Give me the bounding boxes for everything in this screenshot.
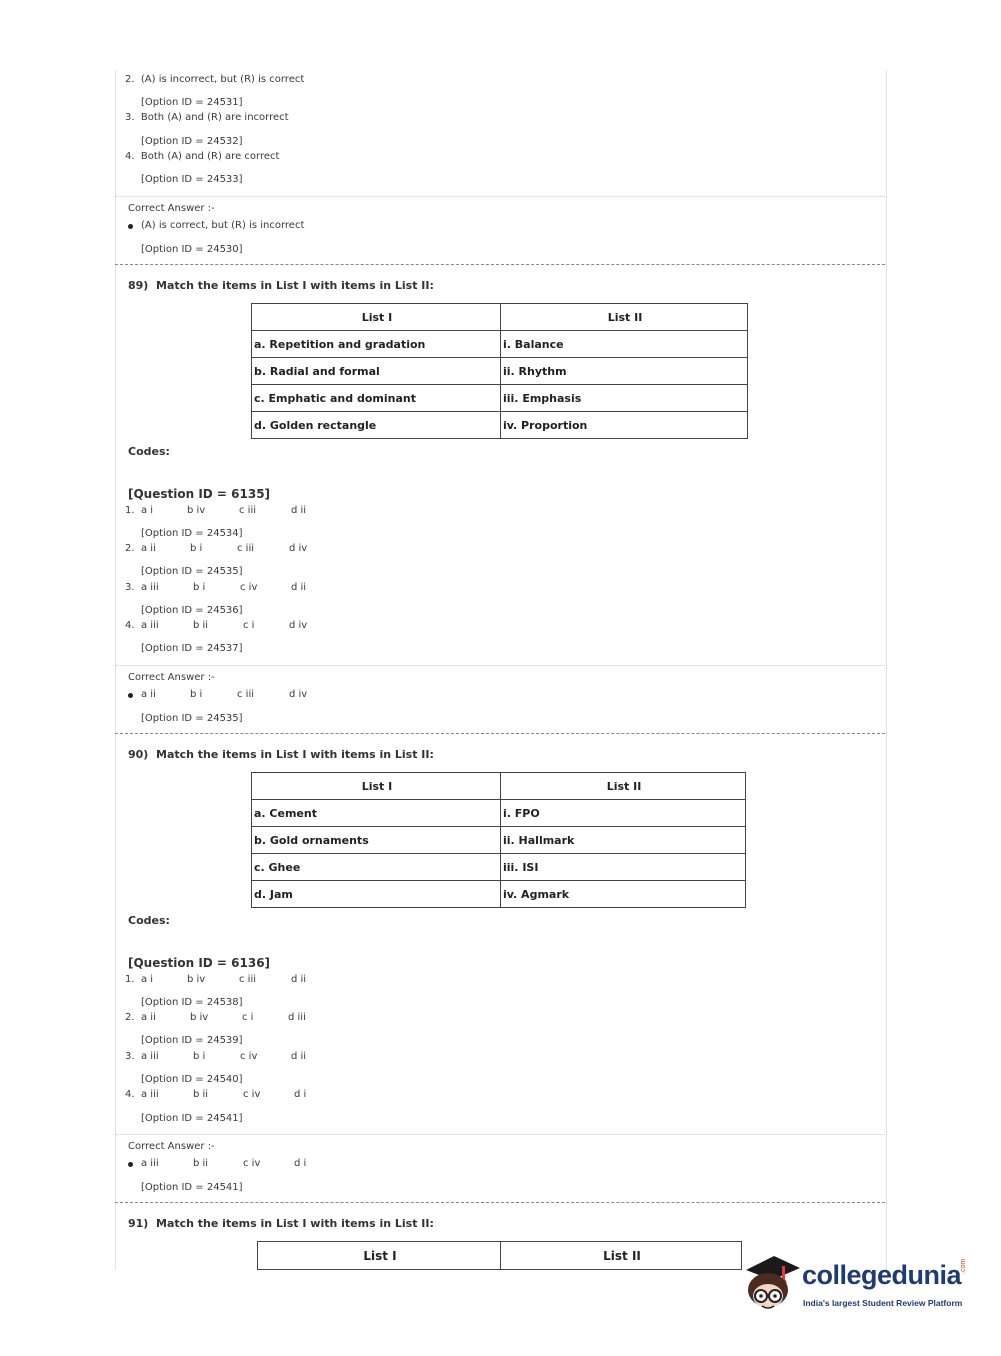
q91-match-table [257,1241,742,1270]
q89-opt3-b: b i [193,582,206,593]
q89-opt1-d: d ii [291,505,307,516]
q90-opt4-id: [Option ID = 24541] [141,1113,243,1124]
question-divider [115,1202,885,1203]
q90-opt3-id: [Option ID = 24540] [141,1074,243,1085]
q90-opt2-a: a ii [141,1012,156,1023]
q89-correct-id: [Option ID = 24535] [141,713,243,724]
list2-item: i. FPO [501,800,746,827]
q90-opt1-d: d ii [291,974,307,985]
q89-question-id: [Question ID = 6135] [128,487,271,501]
q90-opt3-b: b i [193,1051,206,1062]
list1-header: List I [258,1242,501,1270]
q89-opt1-a: a i [141,505,154,516]
q89-opt2-id: [Option ID = 24535] [141,566,243,577]
list2-item: iii. ISI [501,854,746,881]
brand-name: collegedunia [802,1260,962,1290]
q90-opt3-d: d ii [291,1051,307,1062]
q89-opt2-b: b i [190,543,203,554]
mascot-icon [742,1248,802,1318]
q90-opt2-d: d iii [288,1012,306,1023]
list2-item: ii. Rhythm [501,358,748,385]
q90-opt1-id: [Option ID = 24538] [141,997,243,1008]
list2-item: ii. Hallmark [501,827,746,854]
q90-correct-id: [Option ID = 24541] [141,1182,243,1193]
q88-option-3: 3. Both (A) and (R) are incorrect [125,112,289,123]
q89-opt4-a: a iii [141,620,159,631]
q88-option-4-id: [Option ID = 24533] [141,174,243,185]
list1-item: b. Gold ornaments [252,827,501,854]
q90-opt2-id: [Option ID = 24539] [141,1035,243,1046]
question-divider [115,264,885,265]
list1-item: d. Golden rectangle [252,412,501,439]
q90-opt3-c: c iv [240,1051,258,1062]
q90-correct-a: a iii [141,1158,159,1169]
q89-correct-c: c iii [237,689,255,700]
list1-item: a. Cement [252,800,501,827]
list1-item: a. Repetition and gradation [252,331,501,358]
q89-opt4-d: d iv [289,620,308,631]
q89-codes-label: Codes: [128,445,170,458]
q89-match-table [251,303,748,439]
q88-option-2: 2. (A) is incorrect, but (R) is correct [125,74,305,85]
q89-opt2-a: a ii [141,543,156,554]
q89-opt4-id: [Option ID = 24537] [141,643,243,654]
q90-opt2-b: b iv [190,1012,209,1023]
q88-correct-label: Correct Answer :- [128,203,215,214]
q89-opt2-d: d iv [289,543,308,554]
question-divider [115,733,885,734]
q89-correct-d: d iv [289,689,308,700]
q90-correct-c: c iv [243,1158,261,1169]
q89-correct-a: a ii [141,689,156,700]
list1-item: b. Radial and formal [252,358,501,385]
divider [115,196,885,197]
list1-item: c. Emphatic and dominant [252,385,501,412]
list2-header: List II [501,304,748,331]
q89-opt3-id: [Option ID = 24536] [141,605,243,616]
q89-opt2-num: 2. [125,543,135,554]
q90-title: 90) Match the items in List I with items in List II: [128,748,434,761]
q88-option-2-id: [Option ID = 24531] [141,97,243,108]
list2-item: i. Balance [501,331,748,358]
q90-correct-b: b ii [193,1158,209,1169]
q89-opt4-b: b ii [193,620,209,631]
q89-opt2-c: c iii [237,543,255,554]
q89-opt3-a: a iii [141,582,159,593]
q89-opt3-d: d ii [291,582,307,593]
divider [115,665,885,666]
collegedunia-logo [742,1248,992,1318]
list1-item: c. Ghee [252,854,501,881]
q90-opt3-a: a iii [141,1051,159,1062]
q89-opt4-c: c i [243,620,255,631]
q90-opt1-a: a i [141,974,154,985]
q90-opt1-c: c iii [239,974,257,985]
brand-tagline: India's largest Student Review Platform [803,1298,963,1308]
q89-correct-label: Correct Answer :- [128,672,215,683]
list2-item: iv. Proportion [501,412,748,439]
list2-header: List II [501,773,746,800]
list2-item: iv. Agmark [501,881,746,908]
list1-header: List I [252,773,501,800]
q90-opt4-b: b ii [193,1089,209,1100]
bullet-icon [128,224,133,229]
q89-opt1-c: c iii [239,505,257,516]
q90-codes-label: Codes: [128,914,170,927]
brand-suffix: .com [960,1258,967,1274]
q90-opt1-num: 1. [125,974,135,985]
q90-question-id: [Question ID = 6136] [128,956,271,970]
q88-option-4: 4. Both (A) and (R) are correct [125,151,280,162]
q89-opt1-id: [Option ID = 24534] [141,528,243,539]
q89-opt1-num: 1. [125,505,135,516]
q90-opt1-b: b iv [187,974,206,985]
q90-opt3-num: 3. [125,1051,135,1062]
q89-title: 89) Match the items in List I with items in List II: [128,279,434,292]
divider [115,1134,885,1135]
list1-header: List I [252,304,501,331]
list2-item: iii. Emphasis [501,385,748,412]
q90-opt4-c: c iv [243,1089,261,1100]
q89-opt4-num: 4. [125,620,135,631]
list2-header: List II [501,1242,742,1270]
list1-item: d. Jam [252,881,501,908]
q88-correct-id: [Option ID = 24530] [141,244,243,255]
q89-opt3-c: c iv [240,582,258,593]
q90-correct-d: d i [294,1158,307,1169]
q91-title: 91) Match the items in List I with items in List II: [128,1217,434,1230]
q88-correct-text: (A) is correct, but (R) is incorrect [141,220,305,231]
bullet-icon [128,693,133,698]
q89-opt3-num: 3. [125,582,135,593]
q88-option-3-id: [Option ID = 24532] [141,136,243,147]
q89-correct-b: b i [190,689,203,700]
q90-opt2-c: c i [242,1012,254,1023]
q89-opt1-b: b iv [187,505,206,516]
q90-correct-label: Correct Answer :- [128,1141,215,1152]
bullet-icon [128,1162,133,1167]
q90-opt4-d: d i [294,1089,307,1100]
q90-opt4-num: 4. [125,1089,135,1100]
q90-opt4-a: a iii [141,1089,159,1100]
q90-match-table [251,772,746,908]
q90-opt2-num: 2. [125,1012,135,1023]
